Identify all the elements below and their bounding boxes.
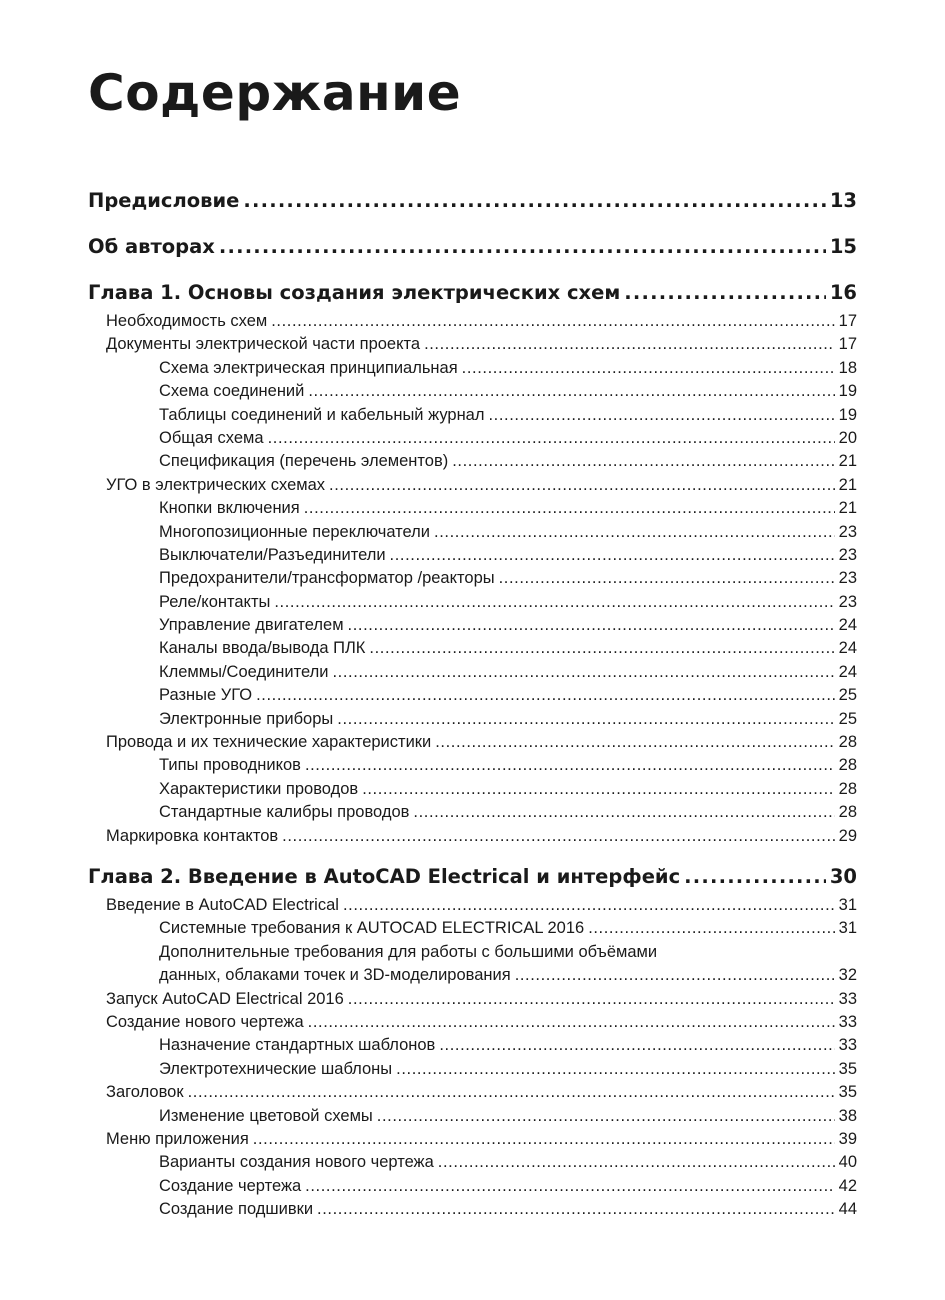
dot-leader (396, 1058, 835, 1081)
toc-entry-label: Маркировка контактов (106, 826, 279, 845)
toc-entry-label: Об авторах (88, 235, 215, 258)
toc-entry-page: 21 (838, 452, 857, 471)
toc-entry[interactable] (88, 1081, 857, 1104)
toc-entry-page: 31 (838, 919, 857, 938)
toc-entry-page: 24 (838, 616, 857, 635)
dot-leader (434, 521, 835, 544)
dot-leader (243, 184, 825, 218)
toc-entry-page: 21 (838, 475, 857, 494)
toc-entry-page: 42 (838, 1176, 857, 1195)
toc-entry[interactable] (88, 731, 857, 754)
toc-entry[interactable] (88, 404, 857, 427)
toc-entry[interactable] (88, 661, 857, 684)
toc-entry-page: 18 (838, 358, 857, 377)
dot-leader (274, 591, 834, 614)
toc-entry-label: Схема соединений (159, 382, 305, 401)
toc-entry[interactable] (88, 1175, 857, 1198)
toc-entry-page: 44 (838, 1200, 857, 1219)
toc-entry[interactable] (88, 474, 857, 497)
toc-entry-label: Изменение цветовой схемы (159, 1106, 373, 1125)
toc-entry[interactable] (88, 754, 857, 777)
toc-entry-page: 25 (838, 686, 857, 705)
toc-entry[interactable] (88, 497, 857, 520)
toc-entry-authors[interactable] (88, 230, 857, 264)
toc-entry-label: Спецификация (перечень элементов) (159, 452, 449, 471)
toc-entry-label: Характеристики проводов (159, 779, 359, 798)
toc-entry[interactable] (88, 544, 857, 567)
toc-entry-page: 23 (838, 522, 857, 541)
toc-entry[interactable] (88, 964, 857, 987)
table-of-contents (88, 184, 857, 1221)
dot-leader (329, 474, 835, 497)
toc-entry-page: 15 (829, 235, 857, 258)
dot-leader (308, 380, 834, 403)
toc-entry-page: 23 (838, 569, 857, 588)
dot-leader (256, 684, 835, 707)
toc-entry[interactable] (88, 333, 857, 356)
toc-entry[interactable] (88, 637, 857, 660)
toc-entry-label: Провода и их технические характеристики (106, 733, 432, 752)
toc-entry-page: 23 (838, 592, 857, 611)
toc-entry-label: УГО в электрических схемах (106, 475, 326, 494)
toc-entry-label: Системные требования к AUTOCAD ELECTRICAL 2016 (159, 919, 585, 938)
toc-entry-label: Заголовок (106, 1083, 184, 1102)
toc-entry-page: 20 (838, 428, 857, 447)
toc-entry[interactable] (88, 708, 857, 731)
toc-entry[interactable] (88, 1151, 857, 1174)
toc-entry-page: 17 (838, 335, 857, 354)
toc-entry-label: Введение в AutoCAD Electrical (106, 895, 339, 914)
toc-entry[interactable] (88, 567, 857, 590)
toc-entry-page: 28 (838, 803, 857, 822)
toc-entry-label: Стандартные калибры проводов (159, 803, 410, 822)
toc-entry-label: Необходимость схем (106, 312, 268, 330)
dot-leader (515, 964, 835, 987)
toc-entry[interactable] (88, 1011, 857, 1034)
toc-entry[interactable] (88, 1198, 857, 1221)
dot-leader (369, 637, 834, 660)
toc-entry-page: 19 (838, 405, 857, 424)
toc-entry[interactable] (88, 1105, 857, 1128)
dot-leader (452, 450, 834, 473)
toc-entry-page: 24 (838, 639, 857, 658)
toc-entry[interactable] (88, 427, 857, 450)
toc-entry[interactable] (88, 357, 857, 380)
dot-leader (304, 497, 835, 520)
toc-entry-page: 33 (838, 989, 857, 1008)
dot-leader (305, 754, 835, 777)
dot-leader (439, 1034, 834, 1057)
toc-entry-label: Предисловие (88, 189, 240, 212)
toc-entry-label: Типы проводников (159, 756, 301, 775)
toc-entry-page: 21 (838, 499, 857, 518)
toc-entry-label: Таблицы соединений и кабельный журнал (159, 405, 485, 424)
toc-entry-label: Многопозиционные переключатели (159, 522, 431, 541)
toc-entry-page: 16 (829, 281, 857, 304)
toc-entry-label: Схема электрическая принципиальная (159, 358, 458, 377)
toc-entry-label: Электротехнические шаблоны (159, 1059, 393, 1078)
toc-entry-page: 28 (838, 756, 857, 775)
dot-leader (377, 1105, 835, 1128)
dot-leader (305, 1175, 834, 1198)
dot-leader (390, 544, 835, 567)
toc-entry-page: 39 (838, 1129, 857, 1148)
toc-entry-page: 35 (838, 1083, 857, 1102)
dot-leader (413, 801, 834, 824)
dot-leader (253, 1128, 835, 1151)
dot-leader (462, 357, 835, 380)
dot-leader (188, 1081, 835, 1104)
dot-leader (499, 567, 835, 590)
toc-entry-page: 40 (838, 1153, 857, 1172)
toc-entry-page: 33 (838, 1036, 857, 1055)
toc-entry[interactable] (88, 801, 857, 824)
toc-entry-label: Меню приложения (106, 1129, 249, 1148)
toc-entry-label-line: Дополнительные требования для работы с большими объёмами (159, 942, 658, 961)
toc-entry[interactable] (88, 310, 857, 333)
toc-entry-label: Документы электрической части проекта (106, 335, 421, 354)
dot-leader (624, 276, 826, 310)
chapter-title: Глава 2. Введение в AutoCAD Electrical и интерфейс (88, 864, 681, 888)
toc-entry-page: 38 (838, 1106, 857, 1125)
chapter-title: Глава 1. Основы создания электрических схем (88, 281, 621, 304)
toc-entry-label: Запуск AutoCAD Electrical 2016 (106, 989, 344, 1008)
toc-chapter-1[interactable] (88, 276, 857, 310)
dot-leader (588, 917, 834, 940)
toc-entry-page: 35 (838, 1059, 857, 1078)
dot-leader (438, 1151, 835, 1174)
toc-entry[interactable] (88, 825, 857, 848)
toc-entry-label: Кнопки включения (159, 499, 300, 518)
toc-entry-label: Назначение стандартных шаблонов (159, 1036, 436, 1055)
toc-entry-label: Создание подшивки (159, 1200, 314, 1219)
dot-leader (488, 404, 834, 427)
toc-entry[interactable] (88, 988, 857, 1011)
toc-entry[interactable] (88, 380, 857, 403)
toc-entry-page: 19 (838, 382, 857, 401)
dot-leader (343, 894, 835, 917)
toc-entry-page: 32 (838, 966, 857, 985)
toc-entry-page: 28 (838, 733, 857, 752)
toc-entry[interactable] (88, 591, 857, 614)
toc-entry[interactable] (88, 778, 857, 801)
toc-entry[interactable] (88, 450, 857, 473)
toc-entry[interactable] (88, 917, 857, 940)
dot-leader (219, 230, 826, 264)
toc-entry-label: Клеммы/Соединители (159, 662, 329, 681)
dot-leader (282, 825, 835, 848)
chapter-2-sections (88, 894, 857, 1221)
toc-entry-label: Управление двигателем (159, 616, 344, 635)
dot-leader (362, 778, 834, 801)
dot-leader (308, 1011, 835, 1034)
toc-entry[interactable] (88, 684, 857, 707)
toc-entry-page: 31 (838, 895, 857, 914)
toc-entry-label: Создание чертежа (159, 1176, 302, 1195)
toc-entry[interactable] (88, 1058, 857, 1081)
dot-leader (348, 988, 835, 1011)
dot-leader (271, 310, 834, 333)
toc-entry-label: Электронные приборы (159, 709, 334, 728)
toc-entry[interactable] (88, 1128, 857, 1151)
dot-leader (348, 614, 835, 637)
toc-entry-page: 25 (838, 709, 857, 728)
toc-entry[interactable] (88, 894, 857, 917)
page-title: Содержание (88, 64, 462, 122)
toc-entry-page: 30 (829, 864, 857, 888)
chapter-1-sections (88, 310, 857, 848)
toc-entry-page: 24 (838, 662, 857, 681)
toc-entry-label: Каналы ввода/вывода ПЛК (159, 639, 366, 658)
dot-leader (268, 427, 835, 450)
toc-entry-page: 29 (838, 826, 857, 845)
dot-leader (317, 1198, 835, 1221)
toc-entry-label: Общая схема (159, 428, 264, 447)
toc-entry-page: 28 (838, 779, 857, 798)
toc-entry-page: 13 (829, 189, 857, 212)
toc-entry[interactable] (88, 614, 857, 637)
toc-entry-label: Создание нового чертежа (106, 1012, 304, 1031)
dot-leader (337, 708, 834, 731)
dot-leader (684, 860, 826, 894)
toc-entry-page: 33 (838, 1012, 857, 1031)
dot-leader (332, 661, 834, 684)
toc-entry-page: 17 (838, 312, 857, 330)
toc-entry-page: 23 (838, 545, 857, 564)
toc-entry-preface[interactable] (88, 184, 857, 218)
toc-entry-label: Варианты создания нового чертежа (159, 1153, 434, 1172)
toc-entry-label: Реле/контакты (159, 592, 271, 611)
toc-entry-label: данных, облаками точек и 3D-моделирования (159, 966, 511, 985)
toc-entry-label: Выключатели/Разъединители (159, 545, 386, 564)
toc-entry-label: Предохранители/трансформатор /реакторы (159, 569, 495, 588)
toc-entry-label: Разные УГО (159, 686, 253, 705)
toc-entry[interactable] (88, 1034, 857, 1057)
dot-leader (435, 731, 834, 754)
dot-leader (424, 333, 835, 356)
toc-entry[interactable] (88, 521, 857, 544)
toc-chapter-2[interactable] (88, 860, 857, 894)
